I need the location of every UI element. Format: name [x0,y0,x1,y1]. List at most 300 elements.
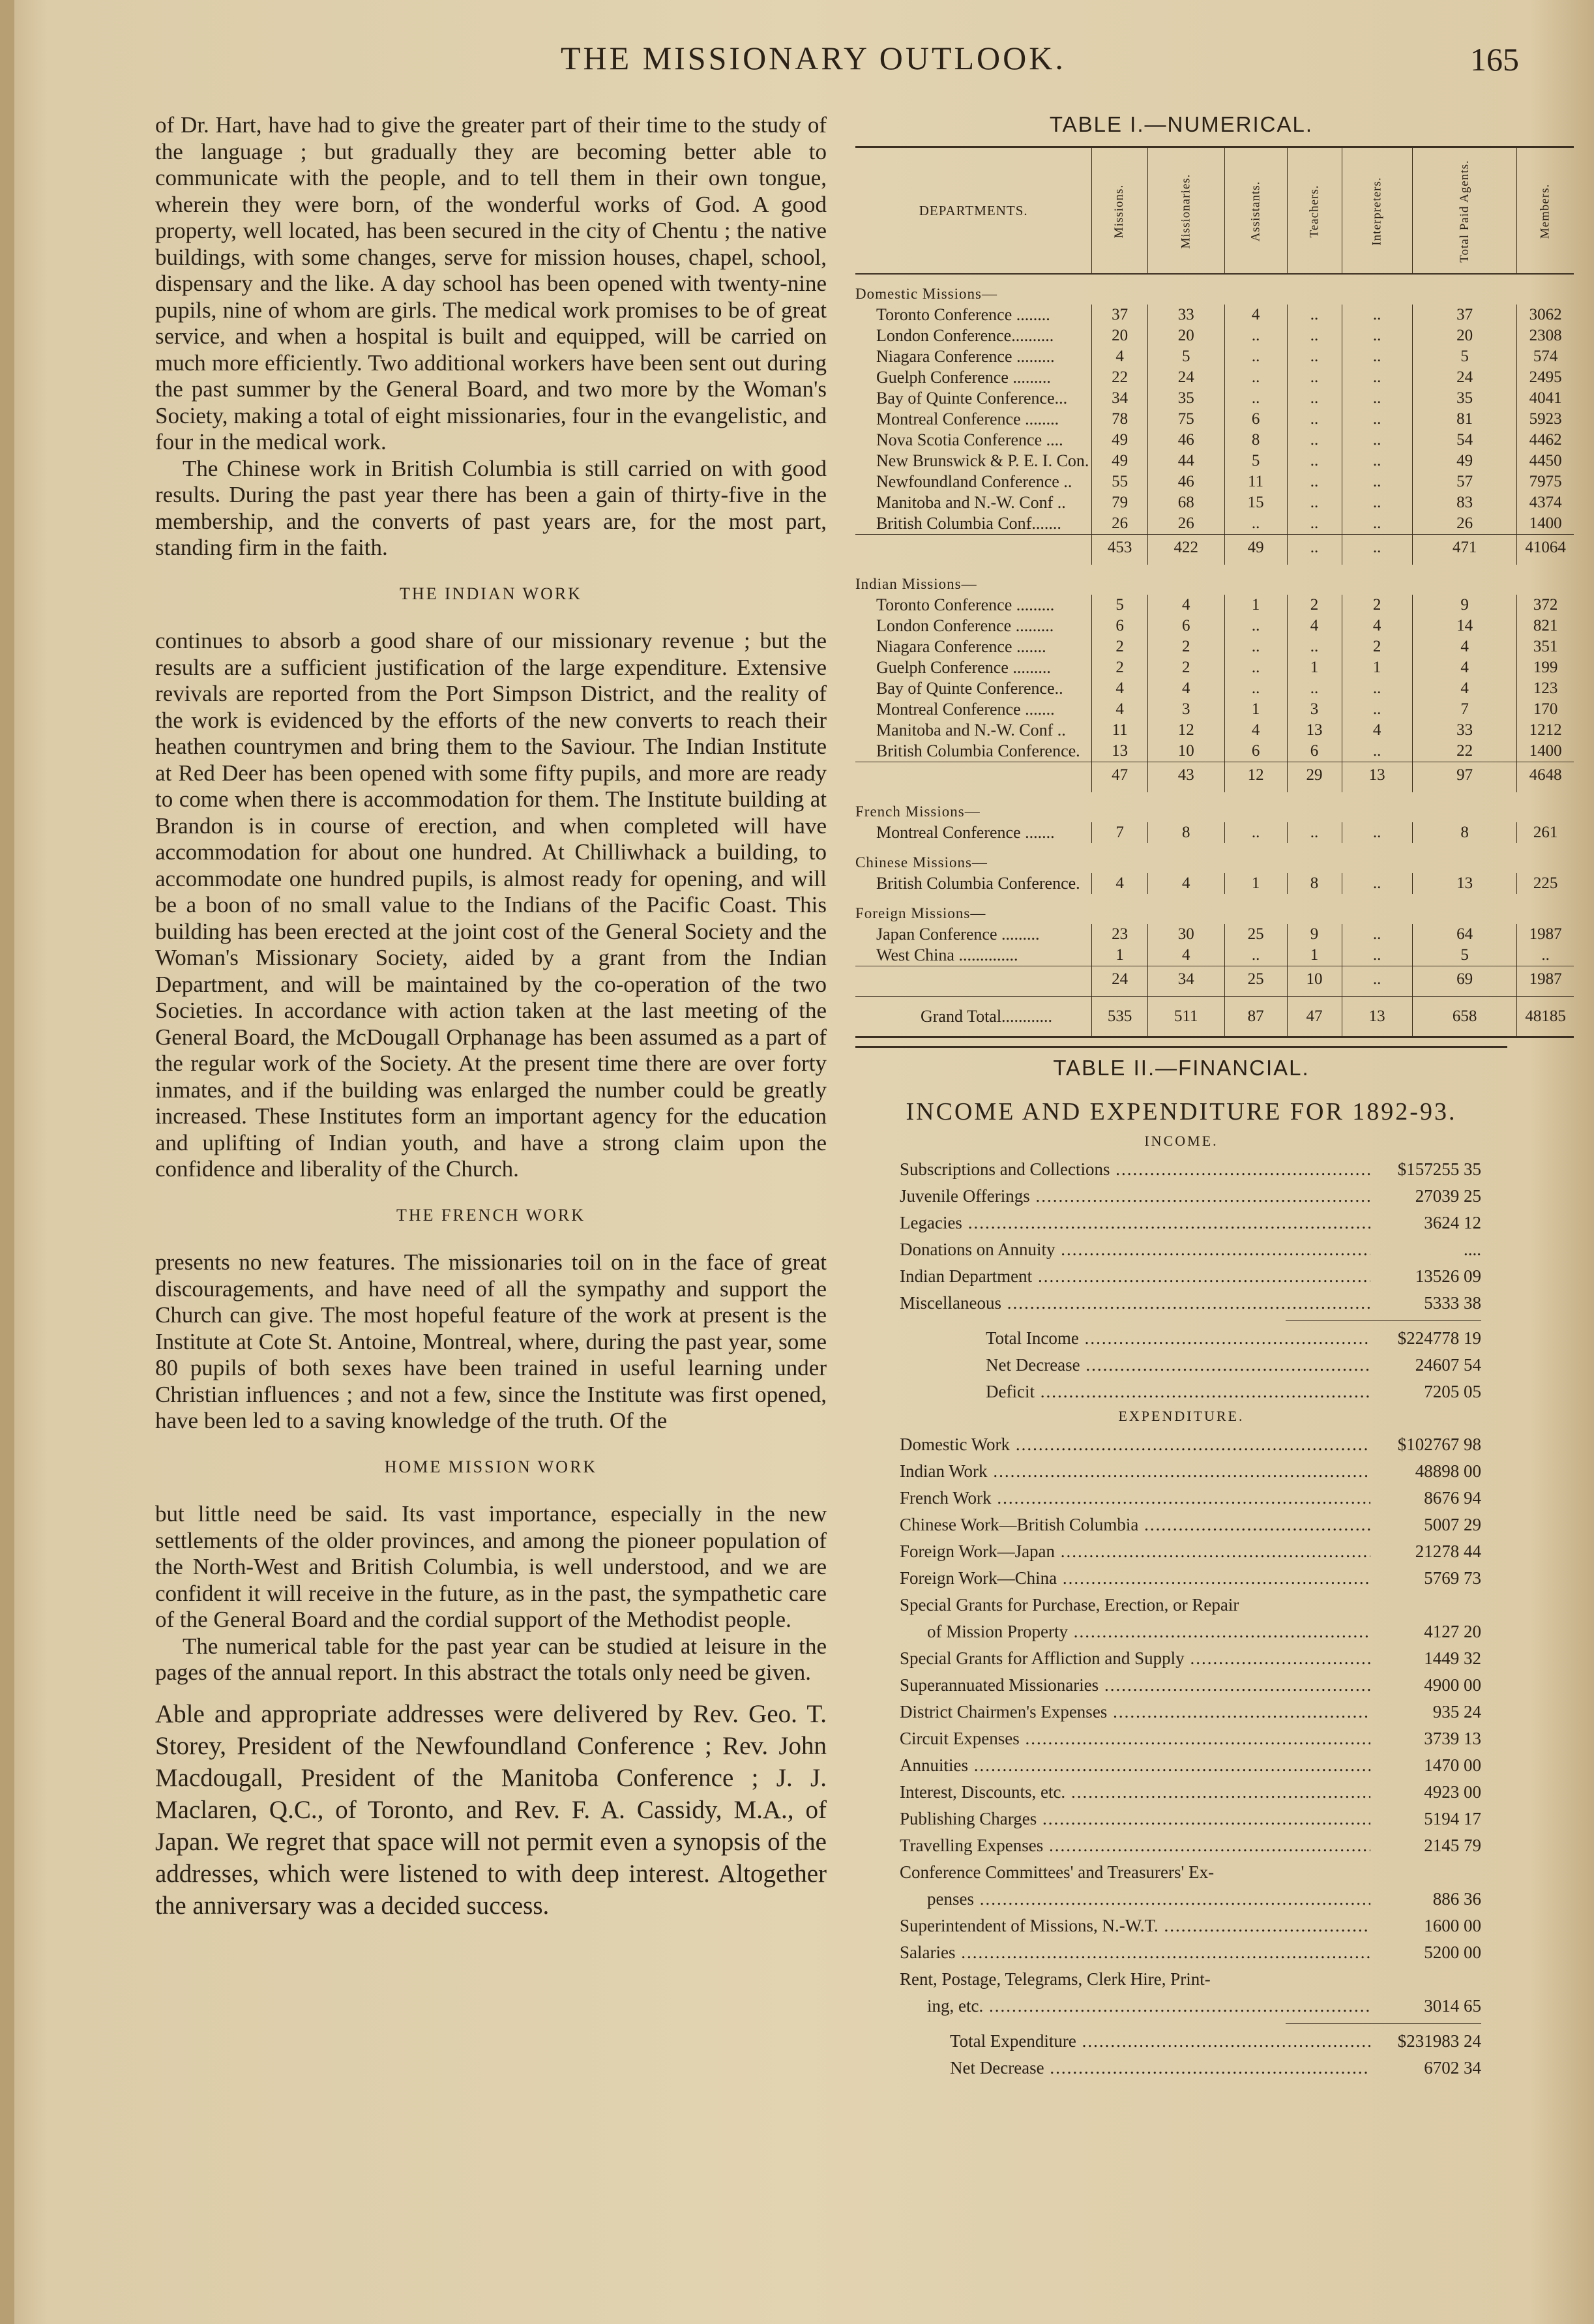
row-label: Guelph Conference ......... [876,368,1051,387]
financial-amount: 2145 79 [1424,1836,1481,1855]
paragraph-addresses: Able and appropriate addresses were delivered by Rev. Geo. T. Storey, President of the Newfoundland Conference ; Rev. John Macdougall, President of the Manitoba Conference ; J. J. Maclaren, Q.C., of Toronto, and Rev. F. A. Cassidy, M.A., of Japan. We regret that space will not permit even a synopsis of the addresses, which were listened to with deep interest. Altogether the anniversary was a decided success. [155,1699,827,1920]
table-cell: 4 [1092,346,1147,367]
running-title: THE MISSIONARY OUTLOOK. [561,40,1066,76]
financial-amount: $224778 19 [1397,1328,1481,1348]
table-cell: 20 [1147,325,1224,346]
table-cell: 372 [1517,595,1574,616]
paragraph: of Dr. Hart, have had to give the greater part of their time to the study of the language ; but gradually they are becoming better able to communicate with the people, and to tell them in their own tongue, wherein they were born, of the wonderful works of God. A good property, well located, has been secured in the city of Chentu ; the native buildings, with some changes, serve for mission houses, chapel, school, dispensary and the like. A day school has been opened with twenty-nine pupils, nine of whom are girls. The medical work promises to be of great service, and when a hospital is built and equipped, will be carried on much more efficiently. Two additional workers have been sent out during the past summer by the General Board, and two more by the Woman's Society, making a total of eight missionaries, four in the evangelistic, and four in the medical work. [155,112,827,454]
col-header-departments: DEPARTMENTS. [855,147,1092,275]
subtotal-cell: 25 [1224,966,1287,997]
table-cell: 4450 [1517,451,1574,471]
financial-label: Conference Committees' and Treasurers' Ex- [900,1862,1215,1882]
financial-row [900,1431,1481,1458]
table-cell: .. [1342,741,1412,762]
col-header-members: Members. [1517,147,1574,275]
table-cell: 4374 [1517,492,1574,513]
table-cell: 1400 [1517,741,1574,762]
table-cell: 4 [1147,873,1224,894]
financial-row [900,1832,1481,1859]
section-name: Indian Missions— [855,576,977,592]
table-cell: .. [1342,388,1412,409]
financial-row [900,1236,1481,1263]
financial-amount: 886 36 [1432,1889,1481,1909]
financial-label: ing, etc. ..... [927,1993,1370,2019]
table1-title: TABLE I.—NUMERICAL. [1049,112,1314,136]
financial-label: Foreign Work—China ..... [900,1565,1370,1592]
financial-label: Interest, Discounts, etc. ..... [900,1779,1370,1806]
row-label: Toronto Conference ......... [876,595,1055,614]
table2-title: TABLE II.—FINANCIAL. [1053,1056,1310,1080]
financial-amount: $157255 35 [1397,1159,1481,1179]
section-header-row [855,565,1574,595]
row-label [855,762,1092,793]
table-cell: 4 [1412,678,1517,699]
paragraph: The numerical table for the past year can be studied at leisure in the pages of the annual report. In this abstract the totals only need be given. [155,1633,827,1685]
page-number: 165 [1470,41,1519,78]
table-cell: 26 [1092,513,1147,535]
table-row [855,657,1574,678]
table-cell: 4 [1412,636,1517,657]
table-cell: .. [1224,945,1287,966]
financial-row [900,1779,1481,1806]
row-label [855,535,1092,565]
table-cell: 87 [1224,997,1287,1037]
table-cell: 33 [1147,305,1224,325]
table-cell: .. [1287,636,1342,657]
table-cell: 4 [1224,720,1287,741]
financial-amount [1370,1592,1481,1618]
table-cell: 8 [1412,822,1517,843]
table-cell: 3062 [1517,305,1574,325]
financial-row [900,1699,1481,1725]
table-cell: .. [1287,305,1342,325]
table-cell: 5923 [1517,409,1574,430]
table-cell: 4 [1342,720,1412,741]
financial-amount: 13526 09 [1415,1266,1481,1286]
table-cell: .. [1342,471,1412,492]
section-name: Foreign Missions— [855,905,986,921]
financial-label: Total Income ..... [986,1325,1370,1352]
divider [1286,1320,1481,1321]
financial-amount: 1449 32 [1424,1648,1481,1668]
table-cell: .. [1287,346,1342,367]
table-cell: 5 [1412,346,1517,367]
table-cell: .. [1342,492,1412,513]
table-cell: 22 [1412,741,1517,762]
table-cell: 6 [1224,409,1287,430]
row-label: West China .............. [876,946,1018,964]
page-header [0,39,1594,85]
table-cell: 83 [1412,492,1517,513]
financial-amount: 8676 94 [1424,1488,1481,1508]
table-cell: .. [1342,346,1412,367]
table-cell: 5 [1092,595,1147,616]
table-cell: .. [1342,513,1412,535]
table-cell: 3 [1147,699,1224,720]
financial-row [950,2055,1481,2081]
table-cell: 13 [1342,997,1412,1037]
col-header-teachers: Teachers. [1287,147,1342,275]
financial-label: Special Grants for Affliction and Supply ..... [900,1645,1370,1672]
financial-label: penses ..... [927,1886,1370,1913]
row-label: Grand Total............ [855,997,1092,1037]
section-heading-french-work: THE FRENCH WORK [396,1205,586,1225]
section-heading-home-mission-work: HOME MISSION WORK [384,1457,598,1476]
table-cell: 4041 [1517,388,1574,409]
table-cell: 1 [1224,873,1287,894]
row-label: Newfoundland Conference .. [876,472,1072,491]
financial-label: Subscriptions and Collections ..... [900,1156,1370,1183]
table-cell: 1 [1224,595,1287,616]
col-header-total-paid-agents: Total Paid Agents. [1412,147,1517,275]
section-header-row [855,274,1574,305]
subtotal-cell: 10 [1287,966,1342,997]
financial-label: Annuities ..... [900,1752,1370,1779]
table-cell: 35 [1412,388,1517,409]
table-cell: 4 [1287,616,1342,636]
financial-amount: 6702 34 [1424,2058,1481,2078]
financial-amount: 27039 25 [1415,1186,1481,1206]
table-cell: 14 [1412,616,1517,636]
financial-row [900,1512,1481,1538]
section-header-row [855,843,1574,873]
table-cell: 1 [1342,657,1412,678]
financial-amount: 5194 17 [1424,1809,1481,1828]
table-cell: 1 [1224,699,1287,720]
financial-amount: 3624 12 [1424,1213,1481,1232]
financial-row [900,1290,1481,1317]
row-label: Nova Scotia Conference .... [876,430,1063,449]
row-label: British Columbia Conference. [876,874,1080,893]
subtotal-cell: 29 [1287,762,1342,793]
table-cell: .. [1342,325,1412,346]
table-cell: .. [1224,616,1287,636]
table-cell: 4 [1412,657,1517,678]
table-row [855,492,1574,513]
subtotal-cell: 1987 [1517,966,1574,997]
divider [855,1046,1507,1048]
table-row [855,451,1574,471]
table-cell: 199 [1517,657,1574,678]
table-cell: .. [1224,325,1287,346]
table-cell: .. [1224,388,1287,409]
table-row [855,741,1574,762]
subtotal-cell: 12 [1224,762,1287,793]
table-cell: 3 [1287,699,1342,720]
paragraph: but little need be said. Its vast importance, especially in the new settlements of the older provinces, and among the pioneer population of the North-West and British Columbia, is well understood, and we are confident it will receive in the future, as in the past, the sympathetic care of the General Board and the cordial support of the Methodist people. [155,1501,827,1632]
financial-amount: 4923 00 [1424,1782,1481,1802]
financial-label: Foreign Work—Japan ..... [900,1538,1370,1565]
financial-row [900,1263,1481,1290]
table-row [855,430,1574,451]
table-cell: .. [1342,678,1412,699]
financial-label: Travelling Expenses ..... [900,1832,1370,1859]
subtotal-cell: 453 [1092,535,1147,565]
table-cell: 2 [1342,595,1412,616]
financial-amount: 21278 44 [1415,1542,1481,1561]
financial-label: French Work ..... [900,1485,1370,1512]
table-cell: .. [1342,409,1412,430]
table-cell: 78 [1092,409,1147,430]
section-header-row [855,894,1574,924]
table-cell: 25 [1224,924,1287,945]
table-cell: 46 [1147,471,1224,492]
financial-label: Chinese Work—British Columbia ..... [900,1512,1370,1538]
table-cell: 123 [1517,678,1574,699]
table-row [855,471,1574,492]
table-cell: 12 [1147,720,1224,741]
table-cell: 1 [1287,945,1342,966]
table-cell: .. [1224,657,1287,678]
income-list [855,1156,1507,1317]
table-cell: 49 [1412,451,1517,471]
financial-row [927,1618,1481,1645]
table-cell: .. [1342,451,1412,471]
table-cell: 35 [1147,388,1224,409]
table-cell: 37 [1092,305,1147,325]
financial-amount: 24607 54 [1415,1355,1481,1375]
row-label: Bay of Quinte Conference.. [876,679,1063,698]
financial-label: Domestic Work ..... [900,1431,1370,1458]
financial-row [900,1485,1481,1512]
table-cell: 7 [1412,699,1517,720]
paragraph: continues to absorb a good share of our missionary revenue ; but the results are a sufficient justification of the large expenditure. Extensive revivals are reported from the Port Simpson District, and the reality of the work is evidenced by the efforts of the new converts to reach their heathen countrymen and bring them to the Saviour. The Indian Institute at Red Deer has been opened with some fifty pupils, and more are ready to come when there is accommodation for them. The Institute building at Brandon is in course of erection, and when completed will have accommodation for about one hundred. At Chilliwhack a building, to accommodate one hundred pupils, is almost ready for opening, and will be a boon of no small value to the Indians of the Pacific Coast. This building has been erected at the joint cost of the General Society and the Woman's Missionary Society, aided by a grant from the Indian Department, and will be maintained by the co-operation of the two Societies. In accordance with action taken at the last meeting of the General Board, the McDougall Orphanage has been assumed as a part of the regular work of the Society. At the present time there are over forty inmates, and if the building was enlarged the number could be greatly increased. These Institutes form an important agency for the education and uplifting of Indian youth, and have a strong claim upon the confidence and liberality of the Church. [155,628,827,1182]
row-label: British Columbia Conf....... [876,514,1061,533]
financial-amount: $231983 24 [1397,2031,1481,2051]
financial-amount [1370,1966,1481,1993]
table-cell: .. [1287,492,1342,513]
financial-label: of Mission Property ..... [927,1618,1370,1645]
table-cell: 48185 [1517,997,1574,1037]
table-cell: .. [1224,636,1287,657]
table-row [855,388,1574,409]
subtotal-cell: 422 [1147,535,1224,565]
table-cell: 8 [1287,873,1342,894]
financial-amount: 5007 29 [1424,1515,1481,1534]
table-cell: 81 [1412,409,1517,430]
financial-row [900,1806,1481,1832]
col-header-interpreters: Interpreters. [1342,147,1412,275]
financial-amount: 4900 00 [1424,1675,1481,1695]
financial-label: Circuit Expenses ..... [900,1725,1370,1752]
col-header-assistants: Assistants. [1224,147,1287,275]
financial-row [927,1993,1481,2019]
table-row [855,945,1574,966]
table-cell: 44 [1147,451,1224,471]
financial-amount: 5333 38 [1424,1293,1481,1313]
financial-label: Superannuated Missionaries ..... [900,1672,1370,1699]
page-binding-edge [0,0,14,2324]
table-cell: .. [1287,678,1342,699]
subtotal-cell: 43 [1147,762,1224,793]
table-cell: 535 [1092,997,1147,1037]
paragraph: The Chinese work in British Columbia is still carried on with good results. During the past year there has been a gain of thirty-five in the membership, and the converts of past years are, for the most part, standing firm in the faith. [155,455,827,560]
financial-amount: 935 24 [1432,1702,1481,1721]
table-cell: .. [1287,409,1342,430]
table-cell: 5 [1147,346,1224,367]
table-row [855,325,1574,346]
financial-row [986,1352,1481,1378]
row-label: London Conference ......... [876,616,1054,635]
financial-subtitle: INCOME AND EXPENDITURE FOR 1892-93. [906,1098,1457,1125]
financial-label: Rent, Postage, Telegrams, Clerk Hire, Print- [900,1969,1211,1989]
table-cell: 4462 [1517,430,1574,451]
table-row [855,678,1574,699]
table-cell: .. [1342,945,1412,966]
table-cell: 37 [1412,305,1517,325]
financial-amount: 5200 00 [1424,1943,1481,1962]
table-cell: .. [1287,513,1342,535]
financial-amount: 1470 00 [1424,1755,1481,1775]
table-cell: .. [1342,305,1412,325]
table-cell: 11 [1092,720,1147,741]
section-heading-indian-work: THE INDIAN WORK [400,584,582,603]
financial-row [900,1752,1481,1779]
table-cell: 13 [1287,720,1342,741]
financial-row [900,1672,1481,1699]
financial-amount: 3739 13 [1424,1729,1481,1748]
financial-label: Legacies ..... [900,1210,1370,1236]
table-cell: 1987 [1517,924,1574,945]
subtotal-cell: 34 [1147,966,1224,997]
section-name: Domestic Missions— [855,286,997,302]
grand-total-row [855,997,1574,1037]
table-cell: 8 [1224,430,1287,451]
table-cell: 170 [1517,699,1574,720]
subtotal-cell: .. [1342,966,1412,997]
financial-label: Net Decrease ..... [986,1352,1370,1378]
table-cell: .. [1287,388,1342,409]
section-header-row [855,792,1574,822]
table-cell: 658 [1412,997,1517,1037]
table-cell: .. [1342,699,1412,720]
table-row [855,699,1574,720]
financial-row [900,1156,1481,1183]
financial-label: Indian Work ..... [900,1458,1370,1485]
row-label: Manitoba and N.-W. Conf .. [876,493,1066,512]
table-cell: 5 [1412,945,1517,966]
table-cell: 49 [1092,430,1147,451]
row-label: Bay of Quinte Conference... [876,389,1068,408]
table-cell: .. [1287,430,1342,451]
table-cell: 4 [1147,678,1224,699]
paragraph: presents no new features. The missionaries toil on in the face of great discouragements, and have need of all the sympathy and support the Church can give. The most hopeful feature of the work at present is the Institute at Cote St. Antoine, Montreal, where, during the past year, some 80 pupils of both sexes have been trained in useful learning under Christian influences ; and not a few, since the Institute was first opened, have been led to a saving knowledge of the truth. Of the [155,1249,827,1433]
table-cell: .. [1287,471,1342,492]
table-cell: 1212 [1517,720,1574,741]
table-cell: 22 [1092,367,1147,388]
table-cell: 11 [1224,471,1287,492]
table-row [855,822,1574,843]
subtotal-row [855,762,1574,793]
subtotal-cell: 471 [1412,535,1517,565]
table-cell: 4 [1092,678,1147,699]
table-cell: 4 [1092,699,1147,720]
table-cell: 225 [1517,873,1574,894]
financial-label: District Chairmen's Expenses ..... [900,1699,1370,1725]
table-cell: 26 [1147,513,1224,535]
table-cell: 46 [1147,430,1224,451]
subtotal-cell: 24 [1092,966,1147,997]
row-label: New Brunswick & P. E. I. Con. [876,451,1089,470]
financial-amount: 7205 05 [1424,1382,1481,1401]
table-cell: 1 [1092,945,1147,966]
table-cell: 79 [1092,492,1147,513]
table-cell: 20 [1092,325,1147,346]
subtotal-cell: 97 [1412,762,1517,793]
col-header-missionaries: Missionaries. [1147,147,1224,275]
table-cell: 2 [1147,636,1224,657]
expenditure-list [855,1431,1507,2019]
income-heading: INCOME. [1144,1133,1218,1149]
financial-row [986,1378,1481,1405]
financial-amount: .... [1464,1240,1481,1259]
table-cell: 34 [1092,388,1147,409]
table-cell: 20 [1412,325,1517,346]
table-cell: 1 [1287,657,1342,678]
table-cell: 26 [1412,513,1517,535]
table-cell: .. [1287,325,1342,346]
table-cell: 13 [1092,741,1147,762]
financial-row [900,1966,1481,1993]
row-label: London Conference.......... [876,326,1054,345]
table-cell: 4 [1342,616,1412,636]
table-cell: 54 [1412,430,1517,451]
table-row [855,720,1574,741]
row-label [855,966,1092,997]
subtotal-cell: .. [1342,535,1412,565]
table-cell: 6 [1147,616,1224,636]
financial-amount: 1600 00 [1424,1916,1481,1935]
row-label: British Columbia Conference. [876,741,1080,760]
table-cell: .. [1287,451,1342,471]
divider [1286,2023,1481,2024]
subtotal-cell: 69 [1412,966,1517,997]
table-cell: 4 [1092,873,1147,894]
table-cell: .. [1342,367,1412,388]
subtotal-cell: 41064 [1517,535,1574,565]
table-cell: 23 [1092,924,1147,945]
table-row [855,616,1574,636]
table-cell: 15 [1224,492,1287,513]
row-label: Guelph Conference ......... [876,658,1051,677]
financial-label: Publishing Charges ..... [900,1806,1370,1832]
row-label: Montreal Conference ....... [876,700,1055,719]
financial-amount: $102767 98 [1397,1435,1481,1454]
table-cell: 13 [1412,873,1517,894]
financial-label: Deficit ..... [986,1378,1370,1405]
row-label: Toronto Conference ........ [876,305,1050,324]
financial-label: Indian Department ..... [900,1263,1370,1290]
table-row [855,513,1574,535]
table-cell: 47 [1287,997,1342,1037]
financial-label: Special Grants for Purchase, Erection, or Repair [900,1595,1239,1615]
financial-row [900,1183,1481,1210]
table-cell: 1400 [1517,513,1574,535]
row-label: Manitoba and N.-W. Conf .. [876,721,1066,739]
table-cell: 2308 [1517,325,1574,346]
row-label: Montreal Conference ........ [876,410,1059,428]
table-row [855,636,1574,657]
table-cell: 4 [1147,595,1224,616]
col-header-missions: Missions. [1092,147,1147,275]
table-cell: 6 [1224,741,1287,762]
financial-row [986,1325,1481,1352]
financial-row [900,1210,1481,1236]
table-cell: 2 [1287,595,1342,616]
table-cell: .. [1342,924,1412,945]
financial-amount: 4127 20 [1424,1622,1481,1641]
table-row [855,924,1574,945]
